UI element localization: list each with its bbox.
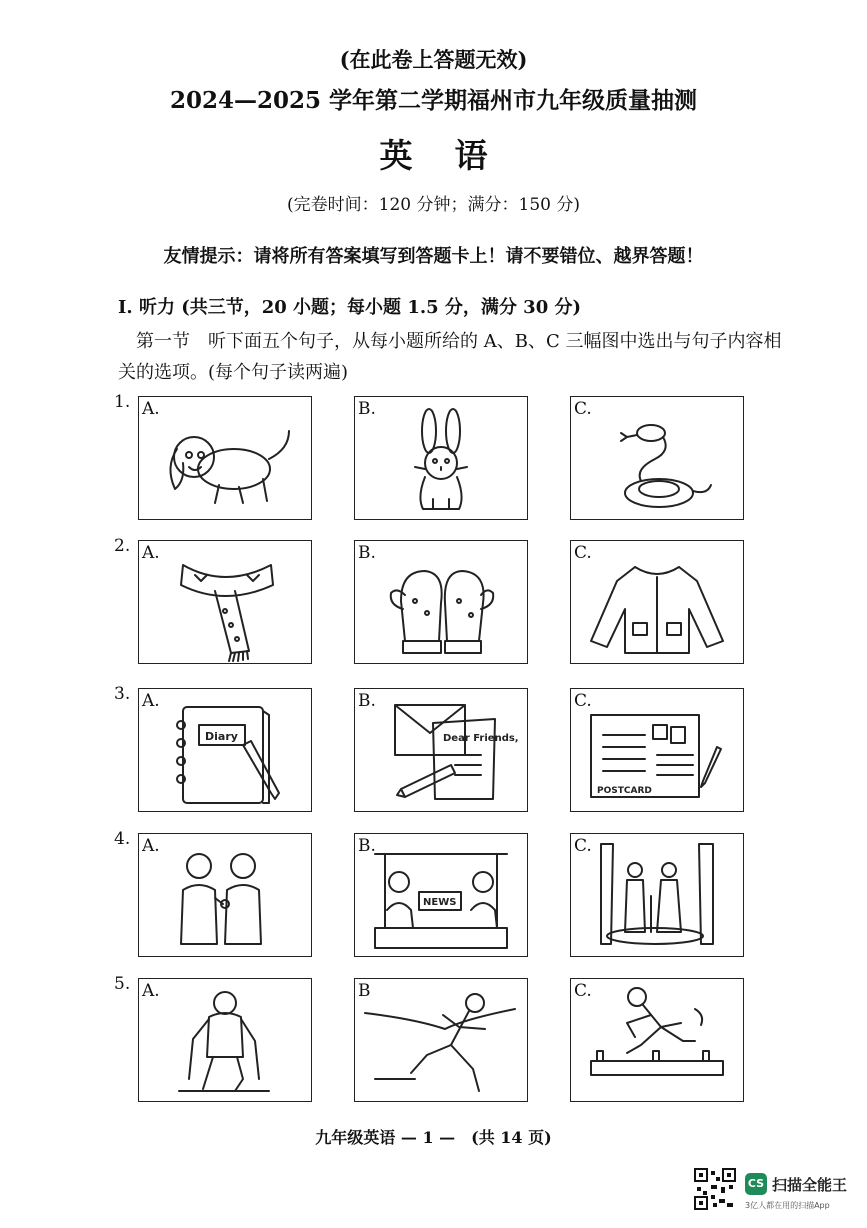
letter-icon [355,689,527,811]
option-3b[interactable] [354,688,528,812]
sprinter-start-icon [139,979,311,1101]
option-3c[interactable] [570,688,744,812]
option-1c[interactable] [570,396,744,520]
option-label: C. [574,981,592,1001]
option-label: C. [574,836,592,856]
runner-finish-icon [355,979,527,1101]
question-number: 3. [114,684,131,704]
scanner-app-name: 扫描全能王 [772,1176,848,1194]
question-3 [0,684,867,816]
camscanner-logo-icon: CS [745,1173,767,1195]
news-sign-text: NEWS [423,897,457,908]
question-2 [0,536,867,668]
option-5c[interactable] [570,978,744,1102]
question-4 [0,829,867,961]
option-label: B. [358,399,376,419]
option-label: A. [142,399,160,419]
section-instruction: 第一节 听下面五个句子，从每小题所给的 A、B、C 三幅图中选出与句子内容相关的选项。(每个句子读两遍) [118,331,782,383]
option-label: A. [142,543,160,563]
option-1b[interactable] [354,396,528,520]
exam-title: 2024—2025 学年第二学期福州市九年级质量抽测 [169,87,698,114]
option-label: B. [358,691,376,711]
invalid-notice: (在此卷上答题无效) [339,47,528,72]
option-3a[interactable] [138,688,312,812]
interview-icon [139,834,311,956]
option-4c[interactable] [570,833,744,957]
qr-code-icon [694,1168,736,1210]
mittens-icon [355,541,527,663]
option-2c[interactable] [570,540,744,664]
question-number: 5. [114,974,131,994]
postcard-text: POSTCARD [597,786,652,796]
option-label: C. [574,691,592,711]
jacket-icon [571,541,743,663]
option-2b[interactable] [354,540,528,664]
option-label: C. [574,399,592,419]
dog-icon [139,397,311,519]
option-4a[interactable] [138,833,312,957]
option-4b[interactable] [354,833,528,957]
option-5b[interactable] [354,978,528,1102]
page-footer: 九年级英语 — 1 — (共 14 页) [315,1128,552,1147]
section-heading: I. 听力 (共三节，20 小题；每小题 1.5 分，满分 30 分) [118,297,581,318]
time-info: (完卷时间：120 分钟；满分：150 分) [287,195,580,215]
snake-icon [571,397,743,519]
option-label: B [358,981,371,1001]
question-5 [0,974,867,1106]
diary-cover-text: Diary [205,730,238,743]
long-jump-icon [571,979,743,1101]
diary-icon [139,689,311,811]
subject-title: 英语 [379,136,530,175]
question-number: 1. [114,392,131,412]
option-label: B. [358,543,376,563]
news-studio-icon [355,834,527,956]
question-number: 2. [114,536,131,556]
letter-greeting-text: Dear Friends, [443,733,519,744]
question-number: 4. [114,829,131,849]
option-label: A. [142,691,160,711]
scanner-tagline: 3亿人都在用的扫描App [745,1201,830,1210]
scarf-icon [139,541,311,663]
option-label: A. [142,981,160,1001]
rabbit-icon [355,397,527,519]
option-1a[interactable] [138,396,312,520]
friendly-tip: 友情提示：请将所有答案填写到答题卡上！请不要错位、越界答题！ [163,246,704,267]
option-label: C. [574,543,592,563]
option-label: B. [358,836,376,856]
option-label: A. [142,836,160,856]
stage-hosts-icon [571,834,743,956]
option-2a[interactable] [138,540,312,664]
option-5a[interactable] [138,978,312,1102]
question-1 [0,392,867,524]
postcard-icon [571,689,743,811]
